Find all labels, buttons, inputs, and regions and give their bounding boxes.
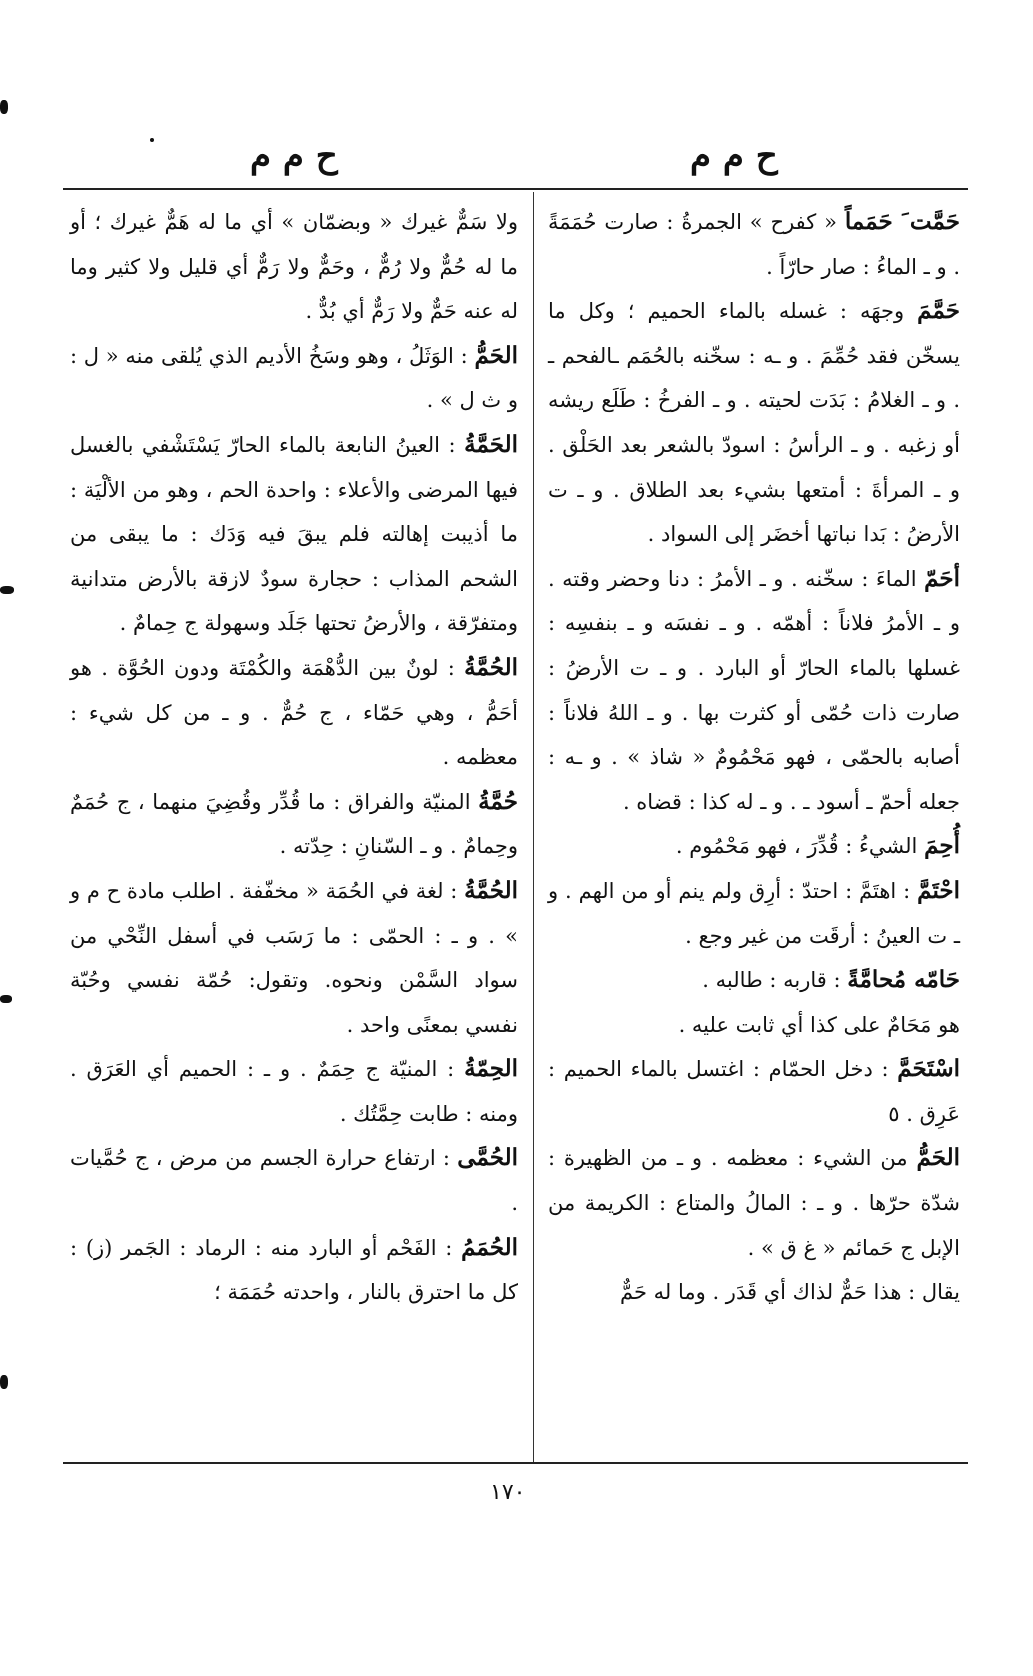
headword: الحَمُّ — [474, 341, 518, 369]
headword: الحُمَّةُ — [464, 876, 518, 904]
headword: الحُمَّى — [457, 1144, 518, 1172]
entry — [548, 869, 960, 958]
entry — [70, 1226, 518, 1315]
headword: الحَمُّ — [916, 1144, 960, 1172]
entry — [70, 1136, 518, 1225]
header-dot — [150, 138, 154, 142]
margin-mark-top — [0, 100, 8, 114]
entry — [70, 423, 518, 646]
definition: : لغة في الحُمَة « مخفّفة . اطلب مادة ح م و » . و ـ : الحمّى : ما رَسَب في أسفل النِّحْي من سواد السَّمْن ونحوه. وتقول: حُمّة نفسي وحُبّة نفسي بمعنًى واحد . — [70, 878, 518, 1037]
headword: حَامّه مُحامَّةً — [847, 966, 960, 994]
entry — [548, 958, 960, 1003]
definition: ولا سَمٌّ غيرك « وبضمّان » أي ما له هَمٌّ غيرك ؛ أو ما له حُمٌّ ولا رُمٌّ ، وحَمٌّ ولا رَمٌّ أي قليل ولا كثير وما له عنه حَمٌّ ولا رَمٌّ أي بُدٌّ . — [70, 210, 518, 324]
headword: الحِمّةُ — [464, 1055, 518, 1083]
entry — [548, 1003, 960, 1048]
headword: الحُمَّةُ — [464, 653, 518, 681]
definition: : ارتفاع حرارة الجسم من مرض ، ج حُمَّيات . — [70, 1146, 518, 1216]
right-column — [548, 200, 960, 1315]
margin-mark-bottom — [0, 1375, 8, 1389]
headword: الحَمَّةُ — [464, 430, 518, 458]
entry — [70, 334, 518, 423]
top-rule — [63, 188, 968, 190]
definition: الشيءُ : قُدِّرَ ، فهو مَحْمُوم . — [675, 834, 925, 859]
left-column — [70, 200, 518, 1315]
entry — [548, 1047, 960, 1136]
page-number: ١٧٠ — [490, 1480, 526, 1505]
definition: : دخل الحمّام : اغتسل بالماء الحميم : عَرِق . ٥ — [548, 1057, 960, 1126]
headword: احْتَمَّ — [917, 876, 960, 904]
entry — [70, 1047, 518, 1136]
headword: أحَمّ — [924, 564, 960, 592]
entry — [70, 646, 518, 780]
margin-mark-upper — [0, 586, 14, 594]
definition: : العينُ النابعة بالماء الحارّ يَسْتَشْفي بالغسل فيها المرضى والأعلاء : واحدة الحم ، وهو من الألْيَة : ما أذيبت إهالته فلم يبقَ فيه وَدَك : ما يبقى من الشحم المذاب : حجارة سودٌ لازقة بالأرض متدانية ومتفرّقة ، والأرضُ تحتها جَلَد وسهولة ج حِمامٌ . — [70, 432, 518, 636]
headword: حَمَّمَ — [917, 297, 960, 325]
definition: : لونٌ بين الدُّهْمَة والكُمْتَة ودون الحُوَّة . هو أحَمُّ ، وهي حَمّاء ، ج حُمٌّ . و ـ من كل شيء : معظمه . — [70, 655, 518, 770]
headword: الحُمَمُ — [461, 1233, 518, 1261]
definition: « كفرح » الجمرةُ : صارت حُمَمَةً . و ـ الماءُ : صار حارّاً . — [548, 210, 960, 279]
entry — [548, 824, 960, 869]
header-left: ح م م — [250, 136, 338, 176]
definition: : الوَثَلُ ، وهو وسَخُ الأديم الذي يُلقى منه « ل : و ث ل » . — [70, 343, 518, 413]
definition: وجهَه : غسله بالماء الحميم ؛ وكل ما يسخّن فقد حُمِّمَ . و ـه : سخّنه بالحُمَم ـالفحم ـ . و ـ الغلامُ : بَدَت لحيته . و ـ الفرخُ : طَلَع ريشه أو زغبه . و ـ الرأسُ : اسودّ بالشعر بعد الحَلْق . و ـ المرأةَ : أمتعها بشيء بعد الطلاق . و ـ ت الأرضُ : بَدا نباتها أخضَر إلى السواد . — [548, 299, 960, 547]
entry — [70, 200, 518, 334]
definition: : اهتَمَّ : احتدّ : أرِق ولم ينم أو من الهم . و ـ ت العينُ : أرقَت من غير وجع . — [548, 878, 960, 948]
definition: : قاربه : طالبه . — [702, 968, 848, 993]
headword: اسْتَحَمَّ — [897, 1055, 960, 1083]
definition: المنيّة والفراق : ما قُدِّر وقُضِيَ منهما ، ج حُمَمٌ وحِمامٌ . و ـ السّنانِ : حِدّته . — [70, 789, 518, 859]
entry — [70, 869, 518, 1047]
definition: : المنيّة ج حِمَمٌ . و ـ : الحميم أي العَرَق . ومنه : طابت حِمَّتُك . — [70, 1057, 518, 1126]
definition: الماءَ : سخّنه . و ـ الأمرُ : دنا وحضر وقته . و ـ الأمرُ فلاناً : أهمّه . و ـ نفسَه و ـ بنفسِه : غسلها بالماء الحارّ أو البارد . و ـ ت الأرضُ : صارت ذات حُمّى أو كثرت بها . و ـ اللهُ فلاناً : أصابه بالحمّى ، فهو مَحْمُومٌ « شاذ » . و ـه : جعله أحمّ ـ أسود ـ . و ـ له كذا : قضاه . — [548, 566, 960, 814]
entry — [548, 1136, 960, 1270]
entry — [548, 557, 960, 825]
headword: أُحِمَ — [924, 832, 960, 860]
bottom-rule — [63, 1462, 968, 1464]
definition: يقال : هذا حَمٌّ لذاك أي قَدَر . وما له حَمٌّ — [620, 1280, 960, 1305]
margin-mark-middle — [0, 995, 12, 1003]
definition: هو مَحَامٌ على كذا أي ثابت عليه . — [678, 1012, 960, 1037]
entry — [548, 289, 960, 557]
definition: من الشيء : معظمه . و ـ من الظهيرة : شدّة حرّها . و ـ : المالُ والمتاع : الكريمة من الإبل ج حَمائم « غ ق » . — [548, 1146, 960, 1260]
headword: حُمَّةُ — [478, 787, 518, 815]
definition: : الفَحْم أو البارد منه : الرماد : الجَمر (ز) : كل ما احترق بالنار ، واحدته حُمَمَة ؛ — [70, 1235, 518, 1305]
entry — [548, 1270, 960, 1315]
entry — [70, 780, 518, 869]
headword: حَمَّت َ حَمَماً — [844, 208, 960, 235]
entry — [548, 200, 960, 289]
column-divider — [533, 192, 534, 1462]
header-right: ح م م — [690, 136, 778, 176]
